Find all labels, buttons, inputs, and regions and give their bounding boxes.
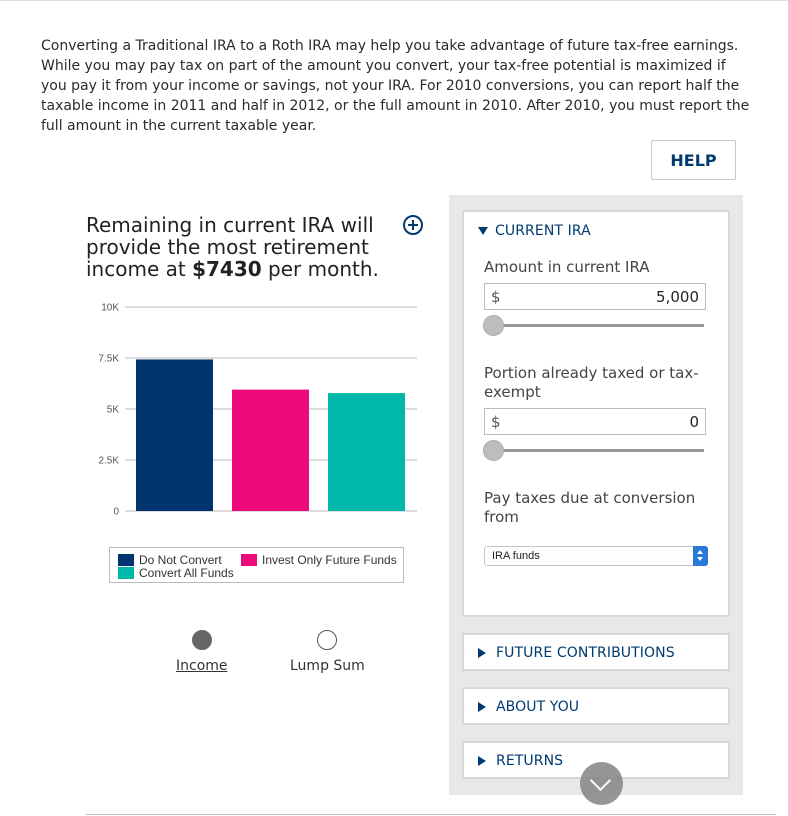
dollar-sign: $ — [491, 412, 501, 431]
legend-label-do-not-convert: Do Not Convert — [139, 553, 222, 567]
y-tick-label: 10K — [101, 302, 119, 314]
y-tick-label: 5K — [106, 404, 119, 416]
taxed-value: 0 — [689, 412, 699, 431]
amount-slider[interactable] — [494, 324, 704, 327]
income-radio[interactable] — [192, 630, 212, 650]
y-tick-label: 2.5K — [98, 455, 119, 467]
lump-sum-label[interactable]: Lump Sum — [290, 658, 365, 674]
returns-title: RETURNS — [496, 753, 564, 769]
headline-suffix: per month. — [261, 257, 379, 281]
about-you-title: ABOUT YOU — [496, 699, 580, 715]
select-arrows-icon[interactable] — [693, 546, 708, 566]
bar-do-not-convert[interactable] — [136, 359, 213, 511]
pay-taxes-label: Pay taxes due at conversion from — [484, 489, 696, 526]
bottom-divider — [86, 814, 776, 815]
inputs-panel — [449, 195, 743, 795]
amount-slider-thumb[interactable] — [483, 315, 504, 336]
dollar-sign: $ — [491, 287, 501, 306]
collapse-triangle-icon — [478, 227, 488, 235]
top-divider — [0, 0, 788, 1]
about-you-card[interactable] — [462, 687, 730, 725]
comparison-chart — [90, 295, 420, 520]
legend-swatch-teal — [118, 567, 134, 579]
y-tick-label: 0 — [113, 506, 119, 518]
headline-prefix: Remaining in current IRA will provide the most retirement income at — [86, 213, 374, 281]
current-ira-header[interactable] — [478, 223, 591, 239]
amount-label: Amount in current IRA — [484, 258, 650, 276]
taxed-label: Portion already taxed or tax-exempt — [484, 364, 699, 401]
legend-swatch-pink — [241, 554, 257, 566]
expand-triangle-icon — [478, 756, 486, 766]
amount-value: 5,000 — [656, 287, 699, 306]
pay-taxes-select[interactable] — [484, 546, 708, 566]
legend-item-convert-all — [118, 566, 234, 580]
legend-item-do-not-convert — [118, 553, 222, 567]
legend-label-convert-all: Convert All Funds — [139, 566, 234, 580]
bar-invest-only-future-funds[interactable] — [232, 390, 309, 511]
expand-plus-icon[interactable] — [403, 215, 423, 235]
current-ira-card — [462, 210, 730, 617]
pay-taxes-selected: IRA funds — [492, 550, 540, 562]
view-option-lump-sum[interactable] — [290, 630, 365, 674]
expand-triangle-icon — [478, 648, 486, 658]
expand-triangle-icon — [478, 702, 486, 712]
bar-chart-svg — [90, 295, 420, 520]
taxed-input[interactable] — [484, 408, 706, 435]
future-contributions-title: FUTURE CONTRIBUTIONS — [496, 645, 675, 661]
lump-sum-radio[interactable] — [317, 630, 337, 650]
headline-amount: $7430 — [192, 257, 262, 281]
legend-label-invest-only: Invest Only Future Funds — [262, 553, 397, 567]
scroll-down-chevron-icon[interactable] — [580, 762, 623, 805]
taxed-slider-thumb[interactable] — [483, 440, 504, 461]
result-headline — [86, 214, 396, 280]
legend-item-invest-only — [241, 553, 397, 567]
future-contributions-card[interactable] — [462, 633, 730, 671]
taxed-slider[interactable] — [494, 449, 704, 452]
income-label[interactable]: Income — [176, 658, 228, 674]
chart-legend — [109, 547, 404, 583]
intro-paragraph: Converting a Traditional IRA to a Roth IRA may help you take advantage of future tax-free earnings. While you may pay tax on part of the amount you convert, your tax-free potential is maximized if you pay it from your income or savings, not your IRA. For 2010 conversions, you can report half the taxable income in 2011 and half in 2012, or the full amount in 2010. After 2010, you must report the full amount in the current taxable year. — [41, 38, 750, 134]
bar-convert-all-funds[interactable] — [328, 393, 405, 511]
help-button[interactable]: HELP — [651, 140, 736, 180]
legend-swatch-navy — [118, 554, 134, 566]
y-tick-label: 7.5K — [98, 353, 119, 365]
about-you-header[interactable] — [478, 699, 579, 715]
amount-input[interactable] — [484, 283, 706, 310]
returns-header[interactable] — [478, 753, 563, 769]
future-contributions-header[interactable] — [478, 645, 675, 661]
current-ira-title: CURRENT IRA — [495, 223, 591, 239]
view-option-income[interactable] — [176, 630, 228, 674]
